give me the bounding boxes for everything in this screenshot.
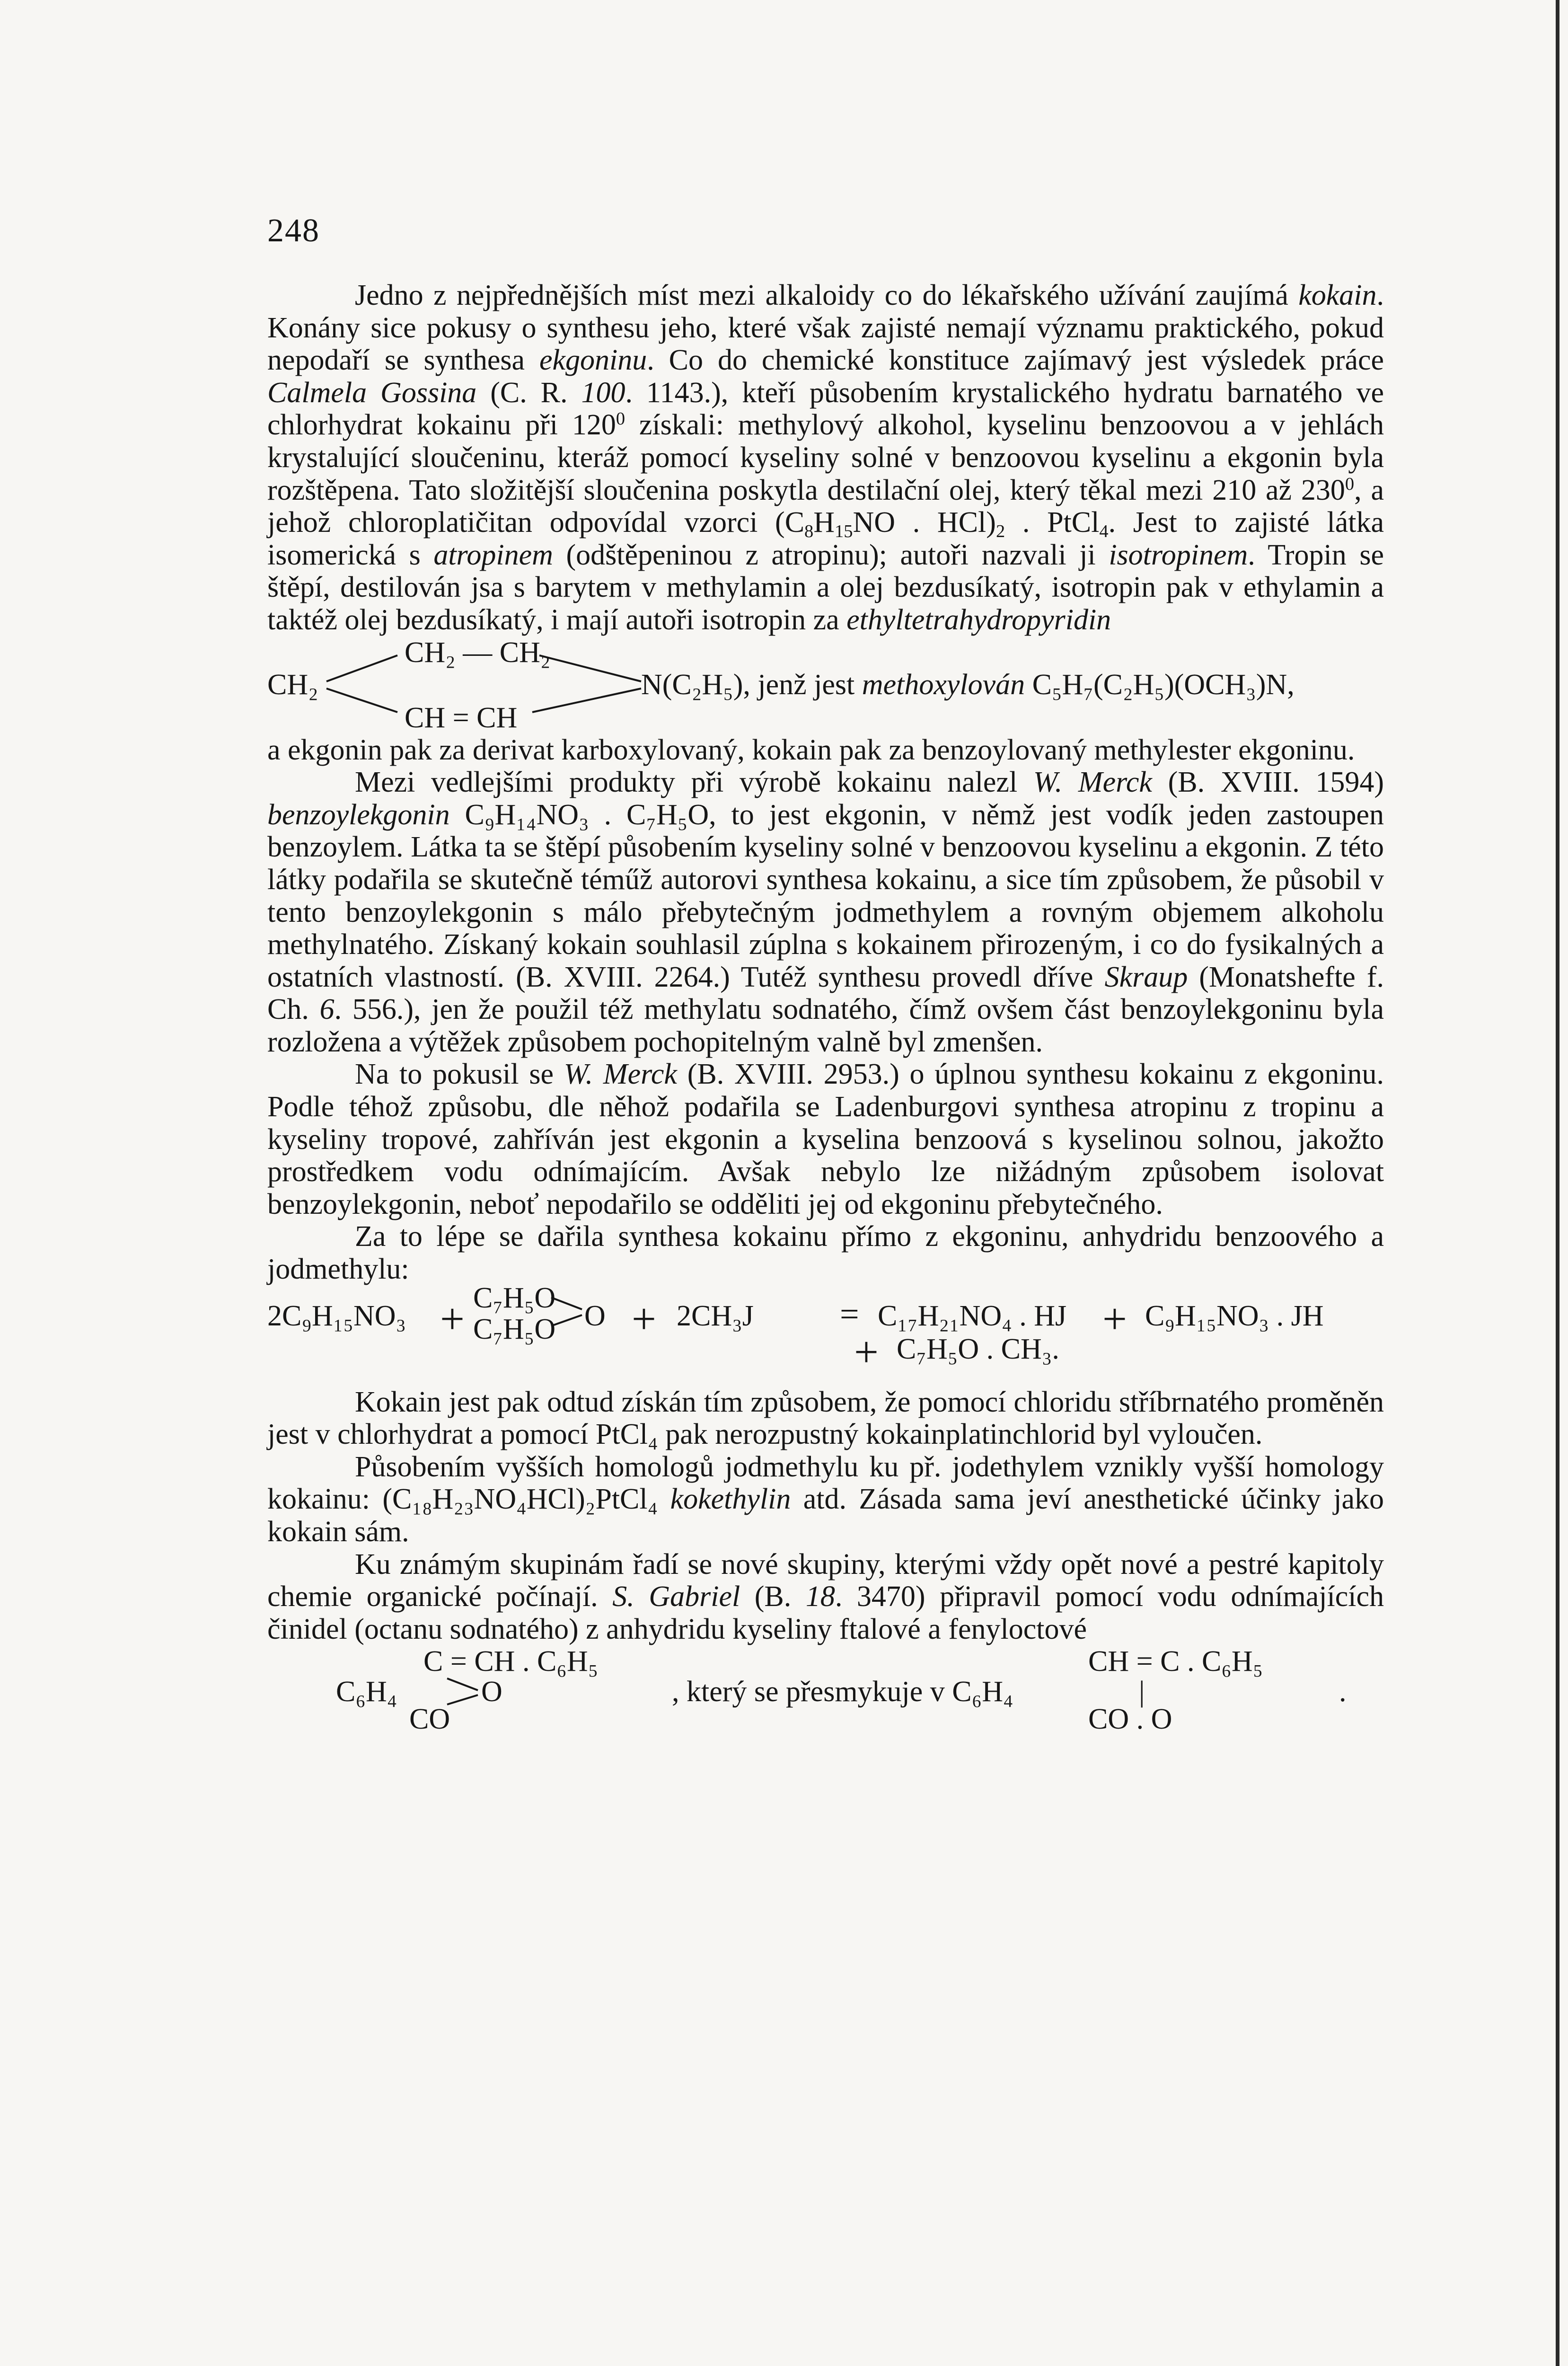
author-gabriel: S. Gabriel (612, 1580, 740, 1613)
text-run: Mezi vedlejšími produkty při výrobě kokainu nalezl (355, 766, 1033, 799)
text-run: . 1143.), kteří působením krystalického hydratu barnatého ve chlorhydrat kokainu při 120 (267, 376, 1384, 441)
text-run: . PtCl (1005, 506, 1100, 539)
paragraph-merck-benzoylekgonin (267, 766, 1384, 1058)
bond-vertical: | (1139, 1676, 1145, 1708)
formula-rearrangement (267, 1645, 1384, 1740)
paragraph-chlorhydrat: Kokain jest pak odtud získán tím způsobem, že pomocí chloridu stříbrnatého proměněn jest v chlorhydrat a pomocí PtCl₄ pak nerozpustný kokainplatinchlorid byl vyloučen. (267, 1386, 1384, 1451)
text-run: C₅H₇(C₂H₅)(OCH₃)N, (1025, 668, 1295, 701)
text-run: (C. R. (476, 376, 581, 409)
term-ethyltetrahydropyridin: ethyltetrahydropyridin (846, 603, 1111, 636)
paragraph-cocaine-intro (267, 279, 1384, 636)
bond-line (447, 1695, 478, 1704)
product-ekgonin-jh: C₉H₁₅NO₃ . JH (1145, 1299, 1324, 1332)
term-benzoylekgonin: benzoylekgonin (267, 798, 450, 831)
text-run: . Co do chemické konstituce zajímavý jest výsledek práce (647, 344, 1384, 377)
plus-sign: + (632, 1294, 656, 1343)
anhydride-bottom: C₇H₅O (473, 1313, 556, 1345)
sentence-end-dot: . (1339, 1676, 1347, 1708)
lactone-oxygen: O (481, 1676, 502, 1708)
product-cocaine-hj: C₁₇H₂₁NO₄ . HJ (878, 1299, 1067, 1332)
citation-volume: 18 (805, 1580, 835, 1613)
bond-line (539, 655, 641, 681)
anhydride-oxygen: O (584, 1299, 606, 1332)
text-run: Na to pokusil se (355, 1058, 564, 1091)
formula-ethyltetrahydropyridine (267, 636, 1384, 734)
text-run: získali: methylový alkohol, kyselinu benzoovou a v jehlách krystalující sloučeninu, kteráž pomocí kyseliny solné v benzoovou kyselinu a ekgonin byla rozštěpena. Tato složitější sloučenina poskytla destilační olej, který těkal mezi 210 až 230 (267, 409, 1384, 506)
degree-mark: 0 (1345, 474, 1355, 494)
text-run: C₉H₁₄NO₃ . C₇H₅O, to jest ekgonin, v němž jest vodík jeden zastoupen benzoylem. Látka ta se štěpí působením kyseliny solné v benzoovou kyselinu a ekgonin. Z této látky podařila se skutečně téműž autorovi synthesa kokainu, a sice tím způsobem, že působil v tento benzoylekgonin s málo přebytečným jodmethylem a rovným objemem alkoholu methylnatého. Získaný kokain souhlasil zúplna s kokainem přirozeným, i co do fysikalných a ostatních vlastností. (B. XVIII. 2264.) Tutéž synthesu provedl dříve (267, 798, 1384, 993)
bond-line (326, 655, 397, 681)
text-run: (Monatshefte f. Ch. (267, 961, 1384, 1026)
text-run: (odštěpeninou z atropinu); autoři nazvali ji (553, 539, 1109, 571)
citation-volume: 100 (581, 376, 625, 409)
equals-sign: = (840, 1295, 859, 1333)
bond-line (551, 1315, 582, 1326)
formula-cocaine-synthesis (267, 1281, 1384, 1386)
text-run: Ku známým skupinám řadí se nové skupiny, kterými vždy opět nové a pestré kapitoly chemie organické počínají. (267, 1548, 1384, 1613)
lactone-carbonyl: CO (409, 1703, 450, 1736)
subscript: 2 (995, 521, 1005, 541)
isocoumarin-top: CH = C . C₆H₅ (1088, 1645, 1263, 1678)
bond-line (447, 1678, 478, 1690)
text-run: (B. XVIII. 1594) (1152, 766, 1384, 799)
product-methyl-benzoate: C₇H₅O . CH₃. (897, 1333, 1059, 1365)
anhydride-top: C₇H₅O (473, 1281, 556, 1314)
text-run: . Konány sice pokusy o synthesu jeho, které však zajisté nemají významu praktického, pokud nepodaří se synthesa (267, 279, 1384, 377)
subscript: 8 (804, 521, 814, 541)
subscript: 15 (835, 521, 853, 541)
text-run: . Jest to zajisté látka isomerická s (267, 506, 1384, 571)
citation-volume: 6 (319, 993, 335, 1026)
isocoumarin-bottom: CO . O (1088, 1703, 1172, 1736)
paragraph-gabriel (267, 1548, 1384, 1646)
author-calmel-gossin: Calmela Gossina (267, 376, 477, 409)
term-isotropinem: isotropinem (1109, 539, 1248, 571)
plus-sign: + (440, 1294, 465, 1343)
page-number: 248 (267, 212, 320, 249)
page-body (267, 279, 1384, 1740)
paragraph-carboxylated: a ekgonin pak za derivat karboxylovaný, kokain pak za benzoylovaný methylester ekgoninu. (267, 733, 1355, 766)
ring-left: CH₂ (267, 668, 318, 701)
rearrangement-text: , který se přesmykuje v C₆H₄ (672, 1676, 1013, 1708)
ring-top: CH₂ — CH₂ (405, 636, 551, 669)
author-merck: W. Merck (564, 1058, 677, 1091)
ring-right-text (641, 669, 1295, 701)
text-run: . 3470) připravil pomocí vodu odnímajících činidel (octanu sodnatého) z anhydridu kyseliny ftalové a fenyloctové (267, 1580, 1384, 1645)
benzal-c6h4: C₆H₄ (336, 1676, 397, 1708)
text-run: (B. (740, 1580, 806, 1613)
term-ekgoninu: ekgoninu (539, 344, 647, 377)
benzal-top: C = CH . C₆H₅ (423, 1645, 599, 1678)
text-run: N(C₂H₅), jenž jest (641, 668, 862, 701)
text-run: . Tropin se štěpí, destilován jsa s barytem v methylamin a olej bezdusíkatý, isotropin pak v ethylamin a taktéž olej bezdusíkatý, i mají autoři isotropin za (267, 539, 1384, 636)
text-run: Jedno z nejpřednějších míst mezi alkaloidy co do lékařského užívání zaujímá (355, 279, 1299, 311)
text-run: H (813, 506, 835, 539)
term-kokain: kokain (1298, 279, 1377, 311)
text-run: . 556.), jen že použil též methylatu sodnatého, čímž ovšem část benzoylekgoninu byla rozložena a výtěžek způsobem pochopitelným valně byl zmenšen. (267, 993, 1384, 1058)
text-run: Působením vyšších homologů jodmethylu ku př. jodethylem vznikly vyšší homology kokainu: (C₁₈H₂₃NO₄HCl)₂PtCl₄ (267, 1450, 1384, 1516)
lactone-bond-lines (267, 1645, 504, 1740)
bond-line (551, 1298, 582, 1309)
ring-bottom: CH = CH (405, 701, 518, 734)
bond-line (532, 689, 641, 712)
author-skraup: Skraup (1104, 961, 1188, 993)
reactant-ekgonin: 2C₉H₁₅NO₃ (267, 1299, 406, 1332)
text-run: atd. Zásada sama jeví anesthetické účinky jako kokain sám. (267, 1483, 1384, 1548)
paragraph-direct-synthesis: Za to lépe se dařila synthesa kokainu přímo z ekgoninu, anhydridu benzoového a jodmethylu: (267, 1220, 1384, 1286)
text-run: (B. XVIII. 2953.) o úplnou synthesu kokainu z ekgoninu. Podle téhož způsobu, dle něhož podařila se Ladenburgovi synthesa atropinu z tropinu a kyseliny tropové, zahříván jest ekgonin a kyselina benzoová s kyselinou solnou, jakožto prostředkem vodu odnímajícím. Avšak nebylo lze nižádným způsobem isolovat benzoylekgonin, neboť nepodařilo se odděliti jej od ekgoninu přebytečného. (267, 1058, 1384, 1220)
anhydride-bond-lines (267, 1286, 599, 1380)
author-merck: W. Merck (1033, 766, 1152, 799)
bond-line (326, 689, 397, 712)
term-methoxylovan: methoxylován (862, 668, 1025, 701)
text-run: NO . HCl) (853, 506, 996, 539)
reactant-methyl-iodide: 2CH₃J (677, 1299, 754, 1332)
plus-sign: + (854, 1327, 879, 1376)
paragraph-homologs (267, 1451, 1384, 1548)
degree-mark: 0 (616, 409, 625, 429)
scan-page-edge (1556, 0, 1559, 2366)
term-atropinem: atropinem (433, 539, 553, 571)
plus-sign: + (1102, 1294, 1127, 1343)
term-kokethylin: kokethylin (670, 1483, 791, 1516)
text-run: , a jehož chloroplatičitan odpovídal vzorci (C (267, 474, 1384, 539)
paragraph-merck-synthesis (267, 1058, 1384, 1220)
subscript: 4 (1099, 521, 1109, 541)
